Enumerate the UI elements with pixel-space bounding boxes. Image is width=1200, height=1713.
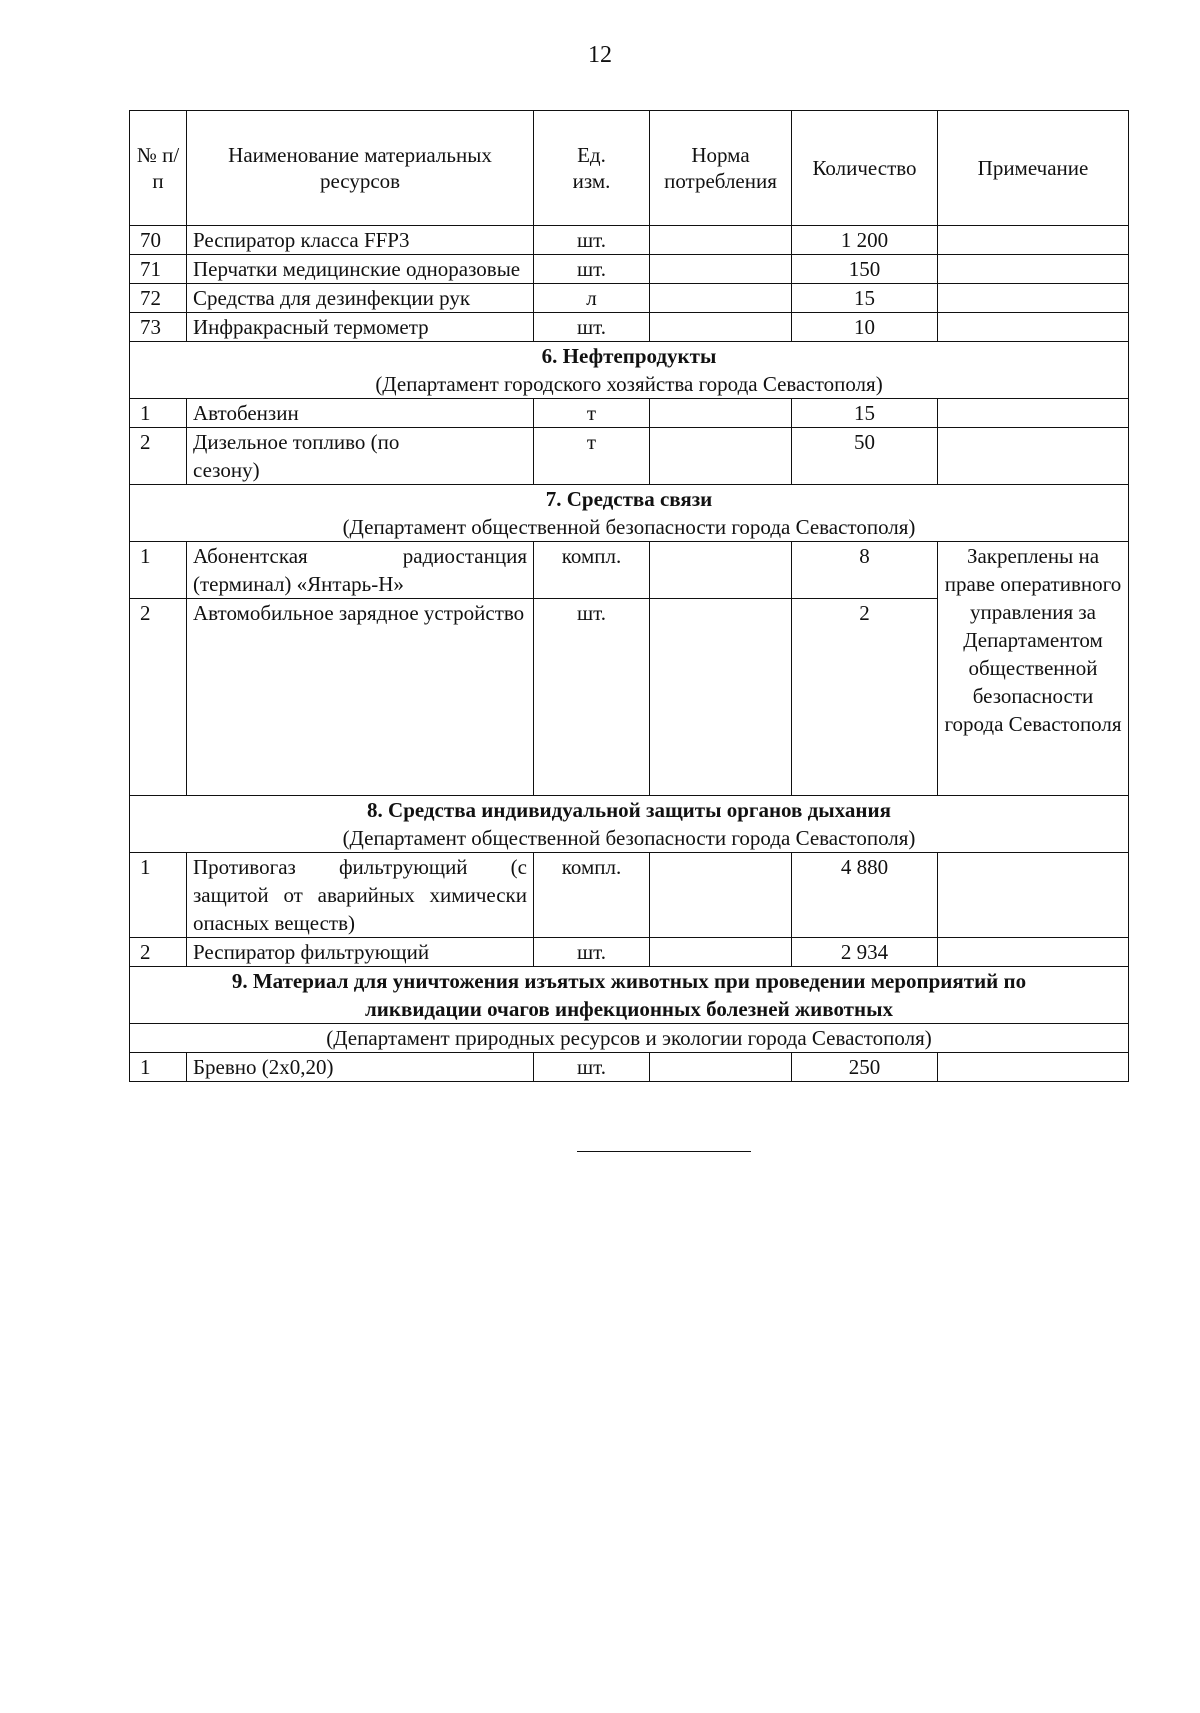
cell-note-shared: Закреплены на праве оперативного управления за Департаментом общественной безопасности города Севастополя [938,542,1129,796]
section-subtitle: (Департамент общественной безопасности города Севастополя) [342,515,916,539]
section-subtitle: (Департамент общественной безопасности города Севастополя) [342,826,916,850]
cell-norm [650,428,792,485]
cell-name: Перчатки медицинские одноразовые [187,255,534,284]
cell-unit: компл. [534,542,650,599]
cell-unit: шт. [534,1053,650,1082]
cell-name: Дизельное топливо (по сезону) [187,428,534,485]
table-row [130,399,1129,428]
cell-qty: 1 200 [792,226,938,255]
section-header [130,967,1129,1024]
cell-qty: 2 [792,599,938,796]
section-title: 7. Средства связи [545,487,713,511]
resources-table [129,110,1129,1082]
cell-norm [650,284,792,313]
cell-num: 1 [130,853,187,938]
table-row [130,938,1129,967]
section-title: 8. Средства индивидуальной защиты органов дыхания [367,798,891,822]
section-subheader [130,1024,1129,1053]
cell-num: 73 [130,313,187,342]
cell-unit: шт. [534,599,650,796]
cell-unit: т [534,399,650,428]
cell-num: 1 [130,542,187,599]
cell-name: Инфракрасный термометр [187,313,534,342]
table-row [130,542,1129,599]
cell-name: Респиратор фильтрующий [187,938,534,967]
cell-norm [650,1053,792,1082]
cell-note [938,226,1129,255]
cell-norm [650,313,792,342]
cell-name: Противогаз фильтрующий (с защитой от аварийных химически опасных веществ) [187,853,534,938]
table-row [130,284,1129,313]
cell-num: 71 [130,255,187,284]
header-name: Наименование материальных ресурсов [187,111,534,226]
cell-unit: шт. [534,255,650,284]
header-num: № п/п [130,111,187,226]
table-row [130,1053,1129,1082]
cell-unit: шт. [534,226,650,255]
cell-qty: 8 [792,542,938,599]
header-unit: Ед. изм. [534,111,650,226]
header-norm: Норма потребления [650,111,792,226]
cell-unit: шт. [534,313,650,342]
cell-num: 1 [130,1053,187,1082]
section-header [130,796,1129,853]
cell-num: 2 [130,938,187,967]
cell-note [938,428,1129,485]
cell-qty: 15 [792,399,938,428]
header-note: Примечание [938,111,1129,226]
cell-norm [650,542,792,599]
cell-qty: 150 [792,255,938,284]
cell-num: 1 [130,399,187,428]
table-row [130,226,1129,255]
table-header [130,111,1129,226]
cell-note [938,313,1129,342]
cell-num: 2 [130,428,187,485]
cell-note [938,938,1129,967]
cell-unit: л [534,284,650,313]
page-number: 12 [588,42,612,68]
cell-qty: 2 934 [792,938,938,967]
section-subtitle: (Департамент природных ресурсов и экологии города Севастополя) [326,1026,932,1050]
table-row [130,313,1129,342]
cell-norm [650,853,792,938]
cell-num: 72 [130,284,187,313]
cell-qty: 4 880 [792,853,938,938]
cell-num: 2 [130,599,187,796]
section-title: 9. Материал для уничтожения изъятых животных при проведении мероприятий по ликвидации очагов инфекционных болезней животных [231,969,1027,1021]
cell-qty: 10 [792,313,938,342]
end-divider [577,1151,751,1152]
section-subtitle: (Департамент городского хозяйства города Севастополя) [375,372,883,396]
cell-note [938,255,1129,284]
table-row [130,853,1129,938]
cell-name: Бревно (2х0,20) [187,1053,534,1082]
cell-note [938,284,1129,313]
cell-num: 70 [130,226,187,255]
cell-note [938,853,1129,938]
section-header [130,342,1129,399]
cell-note [938,399,1129,428]
cell-name: Абонентская радиостанция (терминал) «Янтарь-Н» [187,542,534,599]
cell-name: Автобензин [187,399,534,428]
table-row [130,428,1129,485]
cell-norm [650,226,792,255]
cell-name: Автомобильное зарядное устройство [187,599,534,796]
cell-name: Респиратор класса FFP3 [187,226,534,255]
cell-norm [650,938,792,967]
cell-qty: 50 [792,428,938,485]
cell-norm [650,255,792,284]
cell-name: Средства для дезинфекции рук [187,284,534,313]
cell-norm [650,599,792,796]
header-qty: Количество [792,111,938,226]
cell-note [938,1053,1129,1082]
cell-unit: шт. [534,938,650,967]
section-title: 6. Нефтепродукты [541,344,717,368]
cell-unit: т [534,428,650,485]
cell-qty: 15 [792,284,938,313]
cell-unit: компл. [534,853,650,938]
cell-qty: 250 [792,1053,938,1082]
table-row [130,255,1129,284]
cell-norm [650,399,792,428]
section-header [130,485,1129,542]
